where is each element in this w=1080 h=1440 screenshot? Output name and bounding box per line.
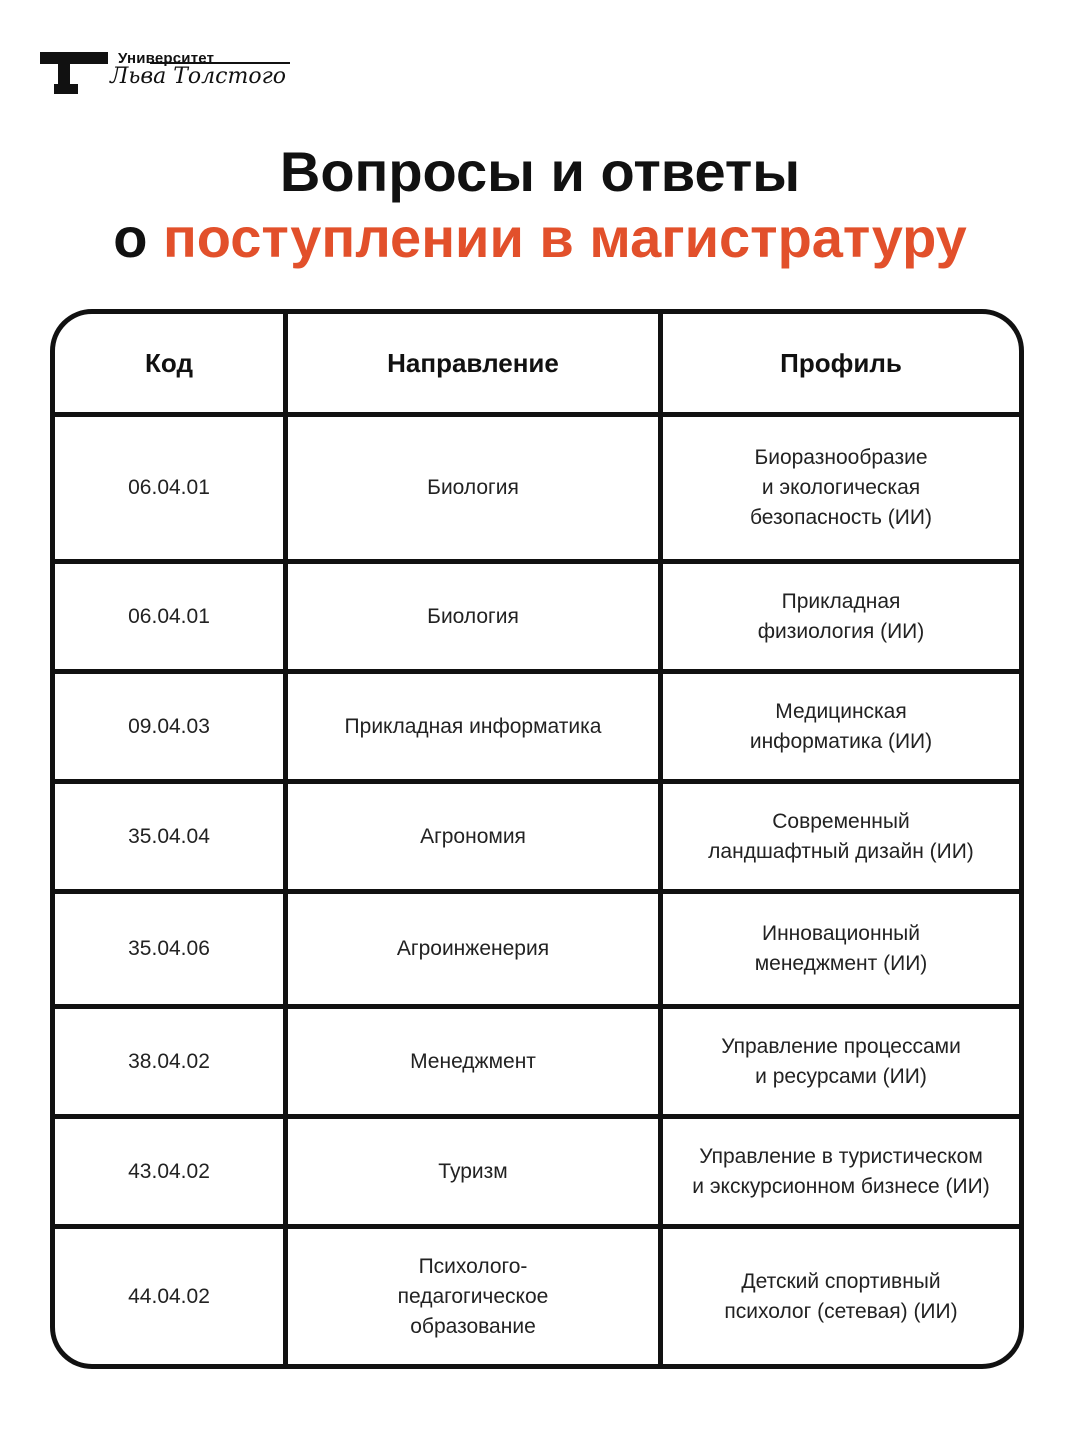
logo-text-name: Льва Толстого [110, 64, 286, 89]
title-prefix: о [113, 206, 163, 269]
cell-code: 09.04.03 [128, 714, 210, 738]
cell-direction: Менеджмент [410, 1049, 536, 1073]
header-profile: Профиль [780, 348, 902, 378]
cell-profile: Управление в туристическом и экскурсионном бизнесе (ИИ) [692, 1144, 990, 1198]
cell-code: 44.04.02 [128, 1284, 210, 1308]
cell-profile: Детский спортивный психолог (сетевая) (ИИ) [724, 1269, 958, 1323]
cell-direction: Психолого- педагогическое образование [397, 1254, 549, 1338]
university-logo [40, 50, 300, 100]
cell-direction: Прикладная информатика [344, 714, 602, 738]
cell-profile: Современный ландшафтный дизайн (ИИ) [708, 809, 974, 863]
cell-code: 38.04.02 [128, 1049, 210, 1073]
title-accent: поступлении в магистратуру [162, 206, 967, 269]
page-title-line-2 [0, 206, 1080, 269]
header-direction: Направление [387, 348, 559, 378]
table-header [55, 314, 1019, 412]
cell-direction: Агрономия [420, 824, 526, 848]
table-row [55, 1229, 1019, 1364]
table-row [55, 564, 1019, 669]
cell-direction: Биология [427, 604, 519, 628]
table-row [55, 417, 1019, 559]
cell-profile: Управление процессами и ресурсами (ИИ) [721, 1034, 961, 1088]
cell-code: 35.04.06 [128, 937, 210, 960]
table-row [55, 894, 1019, 1004]
programs-table [50, 309, 1024, 1369]
page-title-line-1: Вопросы и ответы [279, 140, 801, 203]
cell-code: 06.04.01 [128, 476, 210, 499]
logo-text-university: Университет [118, 50, 215, 67]
cell-profile: Прикладная физиология (ИИ) [757, 589, 925, 643]
cell-direction: Биология [427, 476, 519, 499]
cell-code: 43.04.02 [128, 1159, 210, 1183]
table-row [55, 1119, 1019, 1224]
table-row [55, 784, 1019, 889]
cell-direction: Агроинженерия [396, 937, 550, 960]
table-row [55, 1009, 1019, 1114]
logo-mark-icon [40, 50, 108, 96]
cell-code: 06.04.01 [128, 604, 210, 628]
cell-direction: Туризм [438, 1159, 508, 1183]
cell-code: 35.04.04 [128, 824, 210, 848]
cell-profile: Инновационный менеджмент (ИИ) [754, 922, 928, 975]
table-row [55, 674, 1019, 779]
header-code: Код [145, 348, 193, 378]
cell-profile: Медицинская информатика (ИИ) [749, 699, 933, 753]
cell-profile: Биоразнообразие и экологическая безопасность (ИИ) [750, 446, 932, 529]
